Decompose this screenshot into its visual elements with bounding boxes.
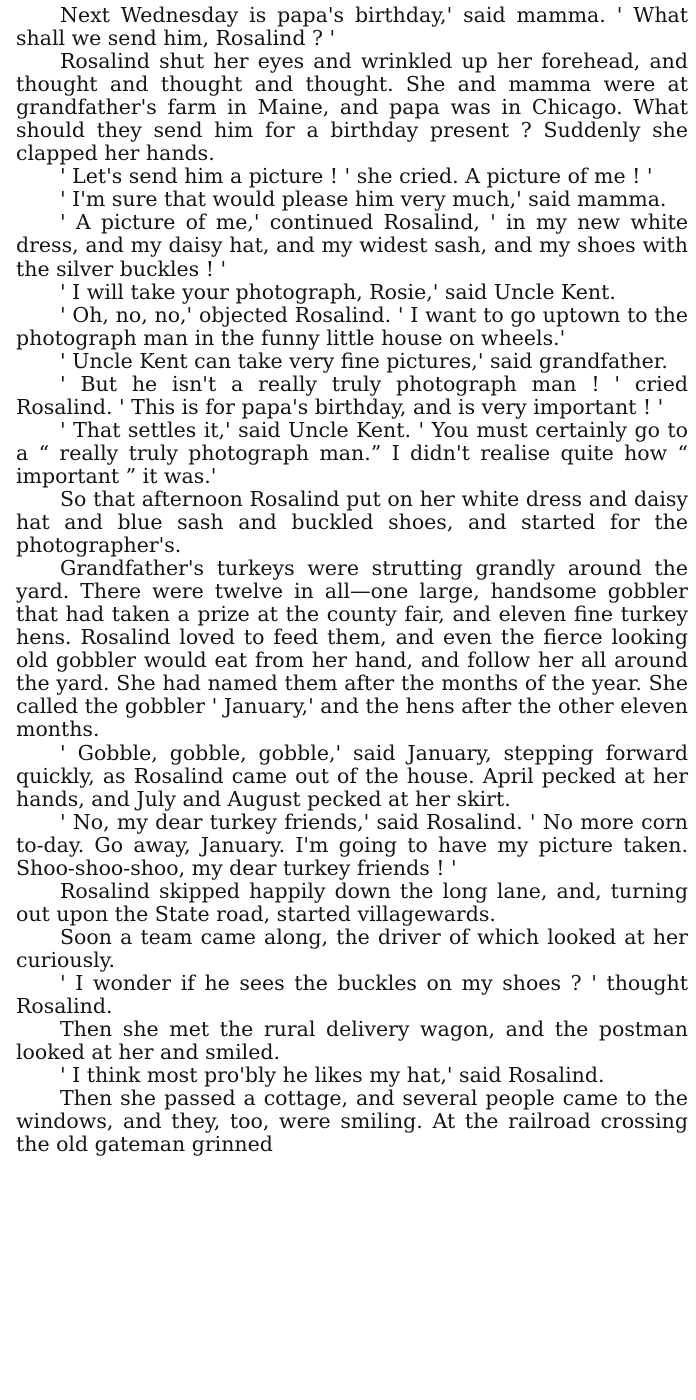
story-paragraph: Grandfather's turkeys were strutting grandly around the yard. There were twelve in all—one large, handsome gobbler that had taken a prize at the county fair, and eleven fine turkey hens. Rosalind loved to feed them, and even the fierce looking old gobbler would eat from her hand, and follow her all around the yard. She had named them after the months of the year. She called the gobbler ' January,' and the hens after the other eleven months. (16, 556, 688, 742)
story-paragraph: ' I will take your photograph, Rosie,' said Uncle Kent. (60, 279, 616, 304)
story-paragraph: ' I think most pro'bly he likes my hat,' said Rosalind. (60, 1063, 605, 1088)
story-paragraph: Next Wednesday is papa's birthday,' said mamma. ' What shall we send him, Rosalind ? ' (16, 3, 688, 51)
story-paragraph: ' Oh, no, no,' objected Rosalind. ' I want to go uptown to the photograph man in the funny little house on wheels.' (16, 302, 688, 350)
story-paragraph: Then she met the rural delivery wagon, and the postman looked at her and smiled. (16, 1017, 688, 1065)
story-paragraph: ' I wonder if he sees the buckles on my shoes ? ' thought Rosalind. (16, 970, 688, 1019)
story-paragraph: ' I'm sure that would please him very much,' said mamma. (60, 187, 667, 212)
story-paragraph: ' But he isn't a really truly photograph man ! ' cried Rosalind. ' This is for papa's birthday, and is very important ! ' (16, 371, 688, 419)
story-paragraph: ' Let's send him a picture ! ' she cried. A picture of me ! ' (60, 164, 653, 189)
story-paragraph: ' Gobble, gobble, gobble,' said January, stepping forward quickly, as Rosalind came out of the house. April pecked at her hands, and July and August pecked at her skirt. (16, 740, 688, 811)
story-paragraph: So that afternoon Rosalind put on her white dress and daisy hat and blue sash and buckled shoes, and started for the photographer's. (16, 486, 688, 558)
story-paragraph: Soon a team came along, the driver of which looked at her curiously. (16, 924, 688, 972)
story-text-column (16, 4, 688, 1156)
story-paragraph: ' Uncle Kent can take very fine pictures,' said grandfather. (60, 348, 668, 373)
story-paragraph: ' A picture of me,' continued Rosalind, ' in my new white dress, and my daisy hat, and my widest sash, and my shoes with the silver buckles ! ' (16, 210, 688, 281)
story-paragraph: Rosalind shut her eyes and wrinkled up her forehead, and thought and thought and thought. She and mamma were at grandfather's farm in Maine, and papa was in Chicago. What should they send him for a birthday present ? Suddenly she clapped her hands. (16, 49, 688, 166)
story-paragraph: Then she passed a cottage, and several people came to the windows, and they, too, were smiling. At the railroad crossing the old gateman grinned (16, 1086, 688, 1157)
story-paragraph: Rosalind skipped happily down the long lane, and, turning out upon the State road, started villagewards. (16, 878, 688, 926)
story-paragraph: ' No, my dear turkey friends,' said Rosalind. ' No more corn to-day. Go away, January. I'm going to have my picture taken. Shoo-shoo-shoo, my dear turkey friends ! ' (16, 809, 688, 880)
story-paragraph: ' That settles it,' said Uncle Kent. ' You must certainly go to a “ really truly photograph man.” I didn't realise quite how “ important ” it was.' (16, 417, 688, 488)
